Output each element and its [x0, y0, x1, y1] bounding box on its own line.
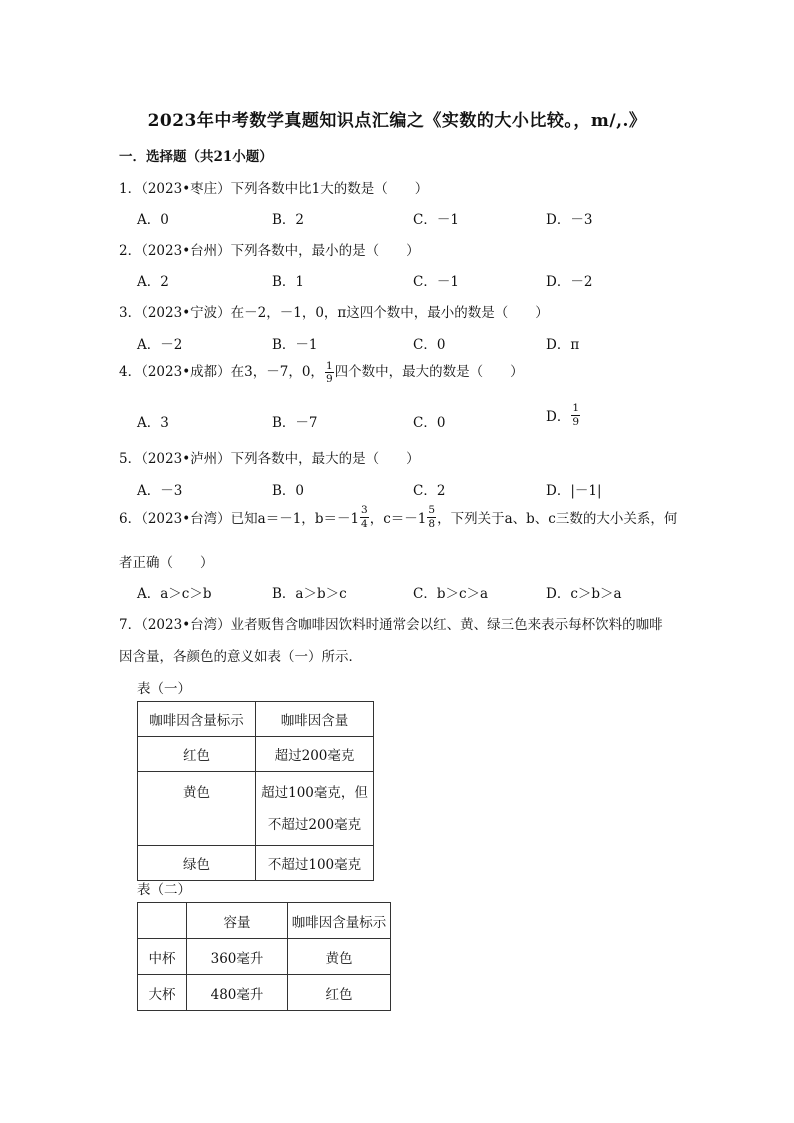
table-cell: 绿色: [138, 846, 256, 881]
q1-option-b[interactable]: B．2: [272, 212, 305, 228]
table-row: [138, 903, 391, 939]
q6-c-expr: [370, 505, 437, 529]
question-2-stem: 2．（2023•台州）下列各数中，最小的是（ ）: [119, 243, 420, 259]
table-cell: 黄色: [288, 939, 391, 975]
table-1-caption: 表（一）: [137, 681, 191, 697]
q6-option-a[interactable]: A．a＞c＞b: [137, 586, 212, 602]
q4-option-c[interactable]: C．0: [413, 415, 446, 431]
table-cell: 红色: [288, 975, 391, 1011]
q2-option-c[interactable]: C．－1: [413, 274, 459, 290]
question-7-line1: 7．（2023•台湾）业者贩售含咖啡因饮料时通常会以红、黄、绿三色来表示每杯饮料的咖啡: [119, 617, 663, 633]
table-cell: 超过200毫克: [256, 737, 374, 772]
q4-d-den: 9: [572, 415, 580, 428]
question-3-stem: 3．（2023•宁波）在－2，－1，0，π这四个数中，最小的数是（ ）: [119, 305, 549, 321]
table-cell: 480毫升: [187, 975, 288, 1011]
question-6-line2: 者正确（ ）: [119, 555, 214, 571]
page-title: 2023年中考数学真题知识点汇编之《实数的大小比较。，m/,.》: [147, 111, 647, 131]
table-row: [138, 975, 391, 1011]
table-cell-line: 超过100毫克，但: [261, 784, 368, 801]
q4-stem-pre: 4．（2023•成都）在3，－7，0，: [119, 364, 324, 380]
table-cell: 大杯: [138, 975, 187, 1011]
q6-option-b[interactable]: B．a＞b＞c: [272, 586, 347, 602]
q5-option-a[interactable]: A．－3: [137, 483, 183, 499]
cup-size-table: [137, 902, 391, 1011]
q4-fraction-den: 9: [325, 373, 333, 385]
table-header-cell: 容量: [187, 903, 288, 939]
q6-b-den: 4: [361, 517, 368, 530]
question-5-stem: 5．（2023•泸州）下列各数中，最大的是（ ）: [119, 451, 420, 467]
q3-option-d[interactable]: D．π: [546, 337, 580, 353]
q2-option-b[interactable]: B．1: [272, 274, 305, 290]
q5-option-d[interactable]: D．|－1|: [546, 483, 602, 499]
q6-c-num: 5: [428, 504, 436, 516]
table-header-cell: 咖啡因含量: [256, 702, 374, 737]
q6-option-d[interactable]: D．c＞b＞a: [546, 586, 622, 602]
q3-option-c[interactable]: C．0: [413, 337, 446, 353]
section-heading: 一．选择题（共21小题）: [119, 149, 273, 165]
q6-c-eq: ，c＝－1: [369, 511, 427, 527]
q4-d-num: 1: [572, 402, 580, 414]
question-4-stem: [119, 360, 524, 385]
q6-c-fraction: [427, 505, 436, 529]
q6-b-num: 3: [361, 504, 368, 516]
table-cell: 黄色: [138, 772, 256, 846]
q4-option-d-fraction: [571, 403, 580, 427]
table-cell: 360毫升: [187, 939, 288, 975]
table-cell: 中杯: [138, 939, 187, 975]
q6-c-den: 8: [428, 517, 436, 530]
table-cell: 不超过100毫克: [256, 846, 374, 881]
q4-fraction-num: 1: [325, 359, 333, 372]
table-cell-line: 不超过200毫克: [267, 816, 362, 833]
table-row: [138, 772, 374, 846]
q4-option-b[interactable]: B．－7: [272, 415, 318, 431]
question-1-stem: 1．（2023•枣庄）下列各数中比1大的数是（ ）: [119, 181, 429, 197]
q1-option-d[interactable]: D．－3: [546, 212, 593, 228]
q6-a-expr: a＝－1，: [257, 511, 315, 527]
q4-fraction: [325, 361, 334, 385]
q6-b-expr: [315, 505, 370, 529]
table-row: [138, 846, 374, 881]
q3-option-a[interactable]: A．－2: [137, 337, 183, 353]
q4-option-d[interactable]: [546, 403, 581, 427]
q2-option-a[interactable]: A．2: [137, 274, 169, 290]
q4-stem-post: 四个数中，最大的数是（ ）: [334, 364, 524, 380]
q1-option-a[interactable]: A．0: [137, 212, 169, 228]
table-row: [138, 939, 391, 975]
q6-b-eq: b＝－1: [314, 511, 360, 527]
table-row: [138, 702, 374, 737]
table-header-cell: 咖啡因含量标示: [288, 903, 391, 939]
caffeine-label-table: [137, 701, 374, 881]
table-2-caption: 表（二）: [137, 882, 191, 898]
q6-prefix: 6．（2023•台湾）已知: [119, 511, 258, 527]
q5-option-c[interactable]: C．2: [413, 483, 446, 499]
q4-option-a[interactable]: A．3: [137, 415, 169, 431]
q6-b-fraction: [360, 505, 369, 529]
q4-option-d-label: D．: [546, 409, 571, 425]
q1-option-c[interactable]: C．－1: [413, 212, 459, 228]
q3-option-b[interactable]: B．－1: [272, 337, 318, 353]
q6-option-c[interactable]: C．b＞c＞a: [413, 586, 489, 602]
table-header-cell: [138, 903, 187, 939]
table-cell: 红色: [138, 737, 256, 772]
table-row: [138, 737, 374, 772]
q2-option-d[interactable]: D．－2: [546, 274, 593, 290]
table-cell: [256, 772, 374, 846]
question-6-stem: [119, 505, 677, 529]
table-header-cell: 咖啡因含量标示: [138, 702, 256, 737]
question-7-line2: 因含量，各颜色的意义如表（一）所示．: [119, 649, 362, 665]
q6-suffix: ，下列关于a、b、c三数的大小关系，何: [437, 511, 678, 527]
q5-option-b[interactable]: B．0: [272, 483, 305, 499]
